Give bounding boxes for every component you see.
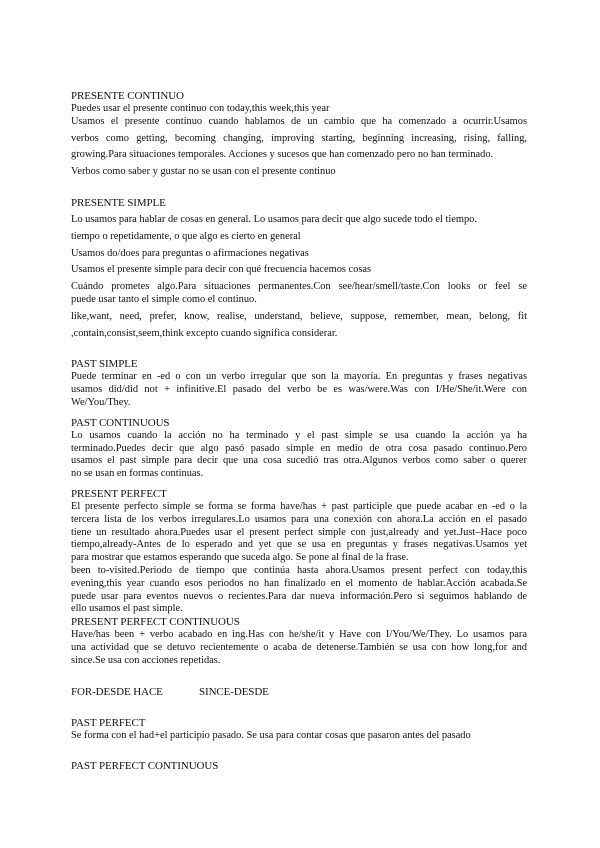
text-line: growing.Para situaciones temporales. Acciones y sucesos que han comenzado pero no han terminado. [71, 149, 494, 161]
section-past-simple [71, 358, 527, 409]
text-line: puede usar para eventos nuevos o recientes.Para dar nueva información.Pero si seguimos hablando de [71, 590, 527, 602]
text-line: since.Se usa con acciones repetidas. [71, 654, 221, 666]
section-heading: PAST SIMPLE [71, 358, 138, 371]
text-line: Usamos el presente simple para decir con qué frecuencia hacemos cosas [71, 264, 372, 276]
text-line: been to-visited.Periodo de tiempo que continúa hasta ahora.Usamos present perfect con today,this [71, 564, 527, 576]
section-past-perfect [71, 717, 527, 743]
section-heading: PAST PERFECT CONTINUOUS [71, 760, 219, 773]
section-heading: PRESENT PERFECT [71, 487, 167, 500]
text-line: Puede terminar en -ed o con un verbo irregular que son la mayoría. En preguntas y frases negativas [71, 371, 527, 383]
text-line: Usamos do/does para preguntas o afirmaciones negativas [71, 247, 309, 259]
section-heading: PAST CONTINUOUS [71, 416, 170, 429]
text-line: Verbos como saber y gustar no se usan con el presente continuo [71, 166, 336, 178]
document-page [71, 90, 527, 773]
section-presente-simple [71, 197, 527, 340]
text-line: usamos did/did not + infinitive.El pasado del verbo be es was/were.Was con I/He/She/it.Were con [71, 384, 527, 396]
text-line: Lo usamos cuando la acción no ha terminado y el past simple se usa cuando la acción ya ha [71, 429, 527, 441]
text-line: ello usamos el past simple. [71, 603, 183, 615]
text-line: Have/has been + verbo acabado en ing.Has con he/she/it y Have con I/You/We/They. Lo usamos para [71, 629, 527, 641]
text-line: tercera lista de los verbos irregulares.Lo usamos para una conexión con ahora.La acción en el pasado [71, 513, 527, 525]
text-line: Usamos el presente continuo cuando hablamos de un cambio que ha comenzado a ocurrir.Usamos [71, 115, 527, 127]
text-line: evening,this year cuando esos periodos no han finalizado en el momento de hablar.Acción acabada.Se [71, 577, 527, 589]
text-line: tiene un resultado ahora.Puedes usar el present perfect simple con just,already and yet.Just–Hace poco [71, 526, 527, 538]
text-line: Cuándo prometes algo.Para situaciones permanentes.Con see/hear/smell/taste.Con looks or feel se [71, 281, 527, 293]
section-heading: PRESENTE SIMPLE [71, 196, 166, 209]
section-presente-continuo [71, 90, 527, 179]
since-label: SINCE-DESDE [199, 685, 269, 698]
text-line: para mostrar que estamos esperando que suceda algo. Se pone al final de la frase. [71, 552, 409, 564]
section-heading: PRESENTE CONTINUO [71, 90, 184, 102]
text-line: verbos como getting, becoming changing, improving starting, beginning increasing, rising, falling, [71, 132, 527, 144]
text-line: ,contain,consist,seem,think excepto cuando significa considerar. [71, 327, 338, 339]
text-line: like,want, need, prefer, know, realise, understand, believe, suppose, remember, mean, belong, fit [71, 310, 527, 322]
text-line: El presente perfecto simple se forma se forma have/has + past participle que puede acabar en -ed o la [71, 500, 527, 512]
text-line: Puedes usar el presente continuo con today,this week,this year [71, 103, 330, 114]
section-present-perfect-continuous [71, 616, 527, 667]
text-line: tiempo,already-Antes de lo esperado and yet que se usa en preguntas y frases negativas.Usamos yet [71, 539, 527, 551]
text-line: usamos el past simple para decir que una cosa sucedió tras otra.Algunos verbos como saber o querer [71, 455, 527, 467]
text-line: una actividad que se detuvo recientemente o acaba de detenerse.También se usa con how long,for and [71, 641, 527, 653]
text-line: terminado.Puedes decir que algo pasó pasado simple en medio de otra cosa pasado continuo.Pero [71, 442, 527, 454]
section-past-continuous [71, 417, 527, 481]
section-heading: PRESENT PERFECT CONTINUOUS [71, 616, 240, 629]
section-heading: PAST PERFECT [71, 716, 146, 729]
text-line: We/You/They. [71, 396, 131, 408]
section-present-perfect [71, 488, 527, 616]
section-past-perfect-continuous [71, 760, 527, 773]
text-line: Lo usamos para hablar de cosas en general. Lo usamos para decir que algo sucede todo el tiempo. [71, 213, 477, 225]
for-since-row [71, 686, 527, 699]
for-label: FOR-DESDE HACE [71, 685, 163, 698]
text-line: Se forma con el had+el participio pasado. Se usa para contar cosas que pasaron antes del pasado [71, 729, 471, 741]
text-line: tiempo o repetidamente, o que algo es cierto en general [71, 230, 301, 242]
text-line: puede usar tanto el simple como el continuo. [71, 293, 257, 305]
text-line: no se usan en formas continuas. [71, 468, 204, 480]
